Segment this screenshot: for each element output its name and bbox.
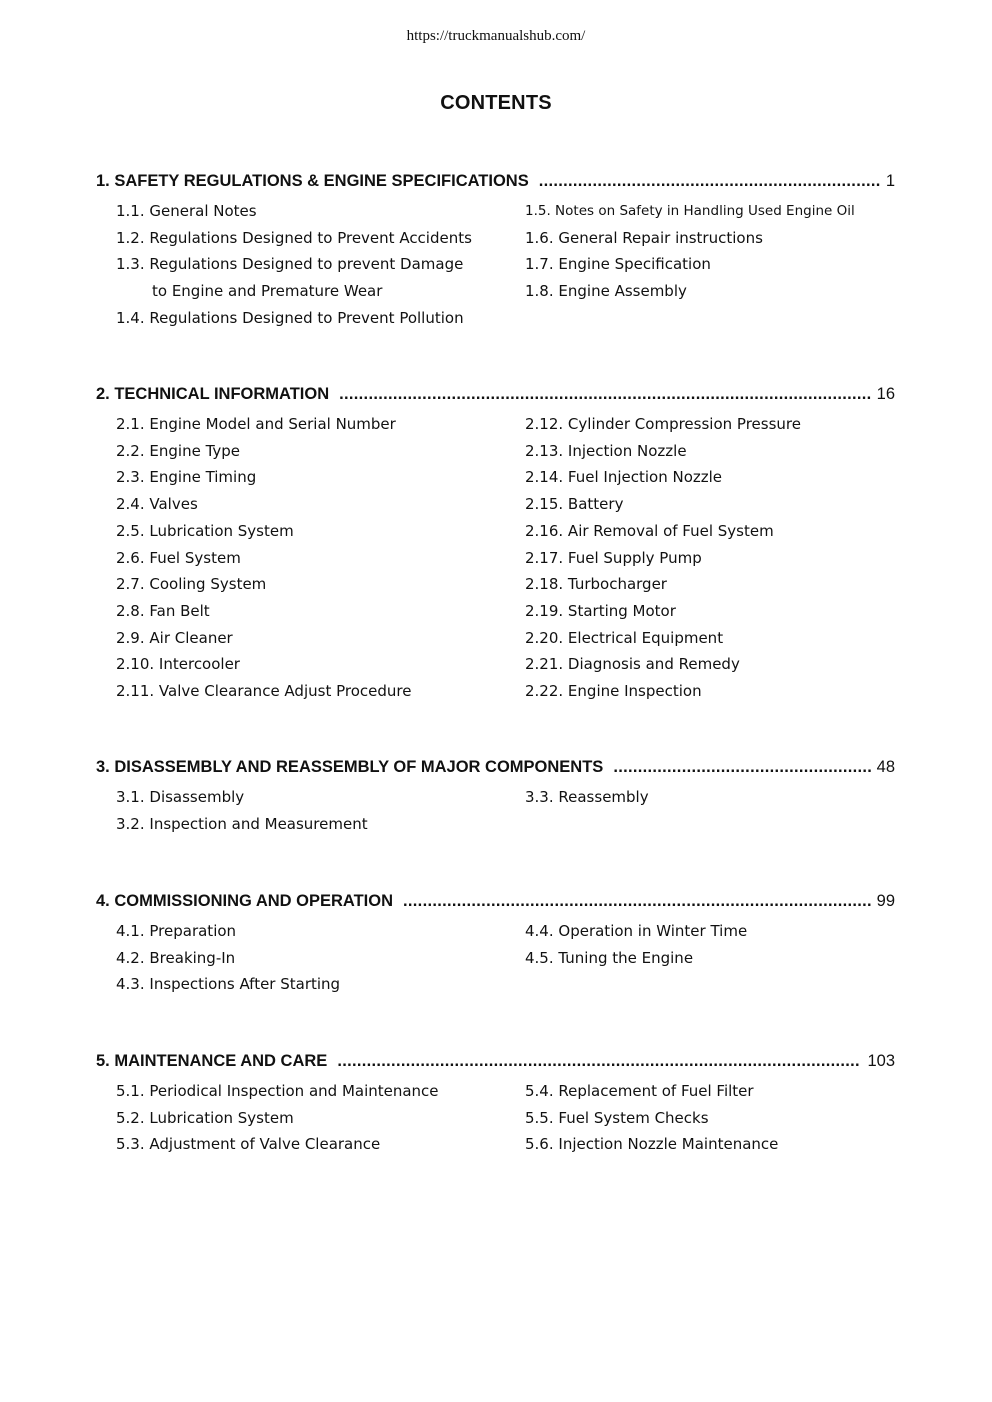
toc-item[interactable]: 2.17. Fuel Supply Pump [525,548,702,567]
toc-section-3 [96,758,895,837]
toc-item[interactable]: 3.2. Inspection and Measurement [116,814,368,833]
section-heading: 4. COMMISSIONING AND OPERATION [96,892,394,910]
toc-item[interactable]: 4.5. Tuning the Engine [525,948,694,967]
toc-item[interactable]: 5.2. Lubrication System [116,1108,294,1127]
toc-item[interactable]: 4.1. Preparation [116,922,237,940]
toc-item[interactable]: 2.21. Diagnosis and Remedy [525,655,740,674]
section-page-number: 48 [876,758,895,776]
section-heading-row[interactable] [96,892,895,918]
right-column [525,784,895,837]
toc-item[interactable]: 2.15. Battery [525,495,624,514]
section-page-number: 1 [885,172,895,190]
toc-item[interactable]: 2.5. Lubrication System [116,521,294,540]
toc-item[interactable]: 2.10. Intercooler [116,655,240,674]
toc-item[interactable]: 2.9. Air Cleaner [116,628,233,647]
section-heading-row[interactable] [96,385,895,411]
left-column [96,784,525,837]
left-column [96,198,525,332]
toc-item[interactable]: 5.1. Periodical Inspection and Maintenance [116,1082,439,1100]
source-url: https://truckmanualshub.com/ [406,28,586,44]
toc-item[interactable]: 5.3. Adjustment of Valve Clearance [116,1135,381,1154]
toc-item[interactable]: 4.3. Inspections After Starting [116,975,341,994]
toc-item[interactable]: 1.3. Regulations Designed to prevent Damage [116,255,464,274]
section-heading: 5. MAINTENANCE AND CARE [96,1052,328,1070]
section-heading: 1. SAFETY REGULATIONS & ENGINE SPECIFICATIONS [96,172,529,190]
toc-item[interactable]: 2.1. Engine Model and Serial Number [116,415,396,433]
dot-leader [337,1052,861,1071]
left-column [96,411,525,705]
toc-item[interactable]: 2.13. Injection Nozzle [525,441,687,460]
right-column [525,411,895,705]
toc-item[interactable]: 4.2. Breaking-In [116,948,236,967]
toc-section-4 [96,892,895,998]
toc-item[interactable]: 3.3. Reassembly [525,788,649,806]
toc-item[interactable]: 2.7. Cooling System [116,575,267,594]
toc-section-1 [96,172,895,332]
toc-item[interactable]: 1.1. General Notes [116,202,257,220]
toc-item[interactable]: 1.7. Engine Specification [525,255,711,274]
section-heading: 2. TECHNICAL INFORMATION [96,385,330,403]
toc-item[interactable]: 5.6. Injection Nozzle Maintenance [525,1135,779,1154]
right-column [525,1078,895,1158]
toc-section-2 [96,385,895,705]
toc-item[interactable]: 2.20. Electrical Equipment [525,628,724,647]
dot-leader [613,758,870,777]
left-column [96,1078,525,1158]
toc-item[interactable]: 2.22. Engine Inspection [525,682,702,701]
toc-item[interactable]: 2.4. Valves [116,495,198,514]
toc-item[interactable]: 3.1. Disassembly [116,788,245,806]
left-column [96,918,525,998]
toc-item[interactable]: 4.4. Operation in Winter Time [525,922,748,940]
toc-item[interactable]: 1.4. Regulations Designed to Prevent Pollution [116,308,464,327]
page-title: CONTENTS [440,92,552,114]
toc-item[interactable]: 5.5. Fuel System Checks [525,1108,709,1127]
toc-item[interactable]: 1.5. Notes on Safety in Handling Used Engine Oil [525,203,855,219]
toc-item-continuation[interactable]: to Engine and Premature Wear [152,282,383,301]
section-heading-row[interactable] [96,758,895,784]
section-heading: 3. DISASSEMBLY AND REASSEMBLY OF MAJOR COMPONENTS [96,758,604,776]
toc-item[interactable]: 1.6. General Repair instructions [525,228,763,247]
toc-item[interactable]: 2.14. Fuel Injection Nozzle [525,468,723,487]
section-page-number: 16 [876,385,895,403]
toc-item[interactable]: 2.19. Starting Motor [525,601,676,620]
dot-leader [539,172,880,191]
right-column [525,198,895,332]
toc-item[interactable]: 5.4. Replacement of Fuel Filter [525,1082,754,1100]
toc-item[interactable]: 2.11. Valve Clearance Adjust Procedure [116,682,412,701]
dot-leader [403,892,871,911]
toc-item[interactable]: 2.12. Cylinder Compression Pressure [525,415,801,433]
toc-item[interactable]: 2.16. Air Removal of Fuel System [525,521,774,540]
toc-item[interactable]: 2.8. Fan Belt [116,601,210,620]
toc-item[interactable]: 2.2. Engine Type [116,441,241,460]
right-column [525,918,895,998]
section-page-number: 99 [876,892,895,910]
section-heading-row[interactable] [96,1052,895,1078]
toc-item[interactable]: 2.6. Fuel System [116,548,241,567]
dot-leader [339,385,871,404]
toc-item[interactable]: 2.18. Turbocharger [525,575,667,594]
section-page-number: 103 [867,1052,895,1070]
toc-item[interactable]: 1.8. Engine Assembly [525,282,687,301]
toc-section-5 [96,1052,895,1158]
toc-item[interactable]: 2.3. Engine Timing [116,468,257,487]
toc-item[interactable]: 1.2. Regulations Designed to Prevent Accidents [116,228,472,247]
section-heading-row[interactable] [96,172,895,198]
